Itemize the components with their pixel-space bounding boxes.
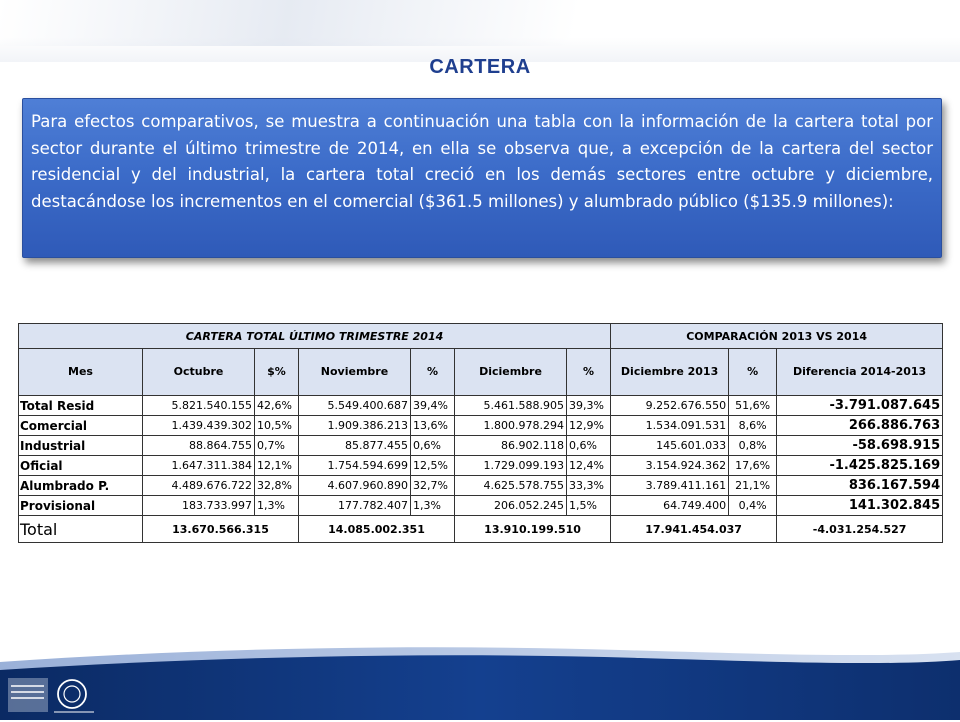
total-label: Total (19, 516, 143, 543)
col-header-diciembre-2013: Diciembre 2013 (611, 349, 729, 396)
cell-octubre: 1.647.311.384 (143, 456, 255, 476)
table-row (19, 396, 943, 416)
cell-diferencia: -3.791.087.645 (777, 396, 943, 416)
cell-pct-nov: 39,4% (411, 396, 455, 416)
cell-pct-2013: 21,1% (729, 476, 777, 496)
cell-diferencia: 141.302.845 (777, 496, 943, 516)
cell-pct-nov: 1,3% (411, 496, 455, 516)
col-header-pct-nov: % (411, 349, 455, 396)
row-label: Total Resid (19, 396, 143, 416)
cell-noviembre: 177.782.407 (299, 496, 411, 516)
col-header-pct-oct: $% (255, 349, 299, 396)
row-label: Alumbrado P. (19, 476, 143, 496)
cell-pct-2013: 0,4% (729, 496, 777, 516)
cell-noviembre: 1.909.386.213 (299, 416, 411, 436)
certification-logos (6, 674, 98, 718)
intro-textbox (22, 98, 942, 258)
group-header-comparison: COMPARACIÓN 2013 VS 2014 (611, 324, 943, 349)
cell-diciembre: 206.052.245 (455, 496, 567, 516)
row-label: Comercial (19, 416, 143, 436)
cell-diciembre: 5.461.588.905 (455, 396, 567, 416)
cell-pct-2013: 8,6% (729, 416, 777, 436)
total-noviembre: 14.085.002.351 (299, 516, 455, 543)
intro-paragraph: Para efectos comparativos, se muestra a continuación una tabla con la información de la cartera total por sector durante el último trimestre de 2014, en ella se observa que, a excepción de la cartera del sector residencial y del industrial, la cartera total creció en los demás sectores entre octubre y diciembre, destacándose los incrementos en el comercial ($361.5 millones) y alumbrado público ($135.9 millones): (31, 112, 933, 211)
footer-wave (0, 640, 960, 720)
top-banner-sheen (0, 0, 960, 46)
cell-pct-oct: 1,3% (255, 496, 299, 516)
cell-diciembre-2013: 9.252.676.550 (611, 396, 729, 416)
cell-pct-dic: 12,9% (567, 416, 611, 436)
total-diferencia: -4.031.254.527 (777, 516, 943, 543)
cell-pct-2013: 17,6% (729, 456, 777, 476)
cell-diciembre-2013: 3.154.924.362 (611, 456, 729, 476)
cell-pct-oct: 0,7% (255, 436, 299, 456)
cell-noviembre: 5.549.400.687 (299, 396, 411, 416)
col-header-pct-2013: % (729, 349, 777, 396)
table-row (19, 436, 943, 456)
slide-title: CARTERA (429, 56, 531, 78)
cell-diferencia: -1.425.825.169 (777, 456, 943, 476)
cell-diciembre-2013: 3.789.411.161 (611, 476, 729, 496)
cell-pct-dic: 33,3% (567, 476, 611, 496)
cell-pct-dic: 39,3% (567, 396, 611, 416)
portfolio-table (18, 323, 943, 543)
cell-pct-nov: 0,6% (411, 436, 455, 456)
cell-pct-dic: 12,4% (567, 456, 611, 476)
group-header-row (19, 324, 943, 349)
total-diciembre: 13.910.199.510 (455, 516, 611, 543)
cell-octubre: 4.489.676.722 (143, 476, 255, 496)
cell-diferencia: 266.886.763 (777, 416, 943, 436)
col-header-noviembre: Noviembre (299, 349, 411, 396)
cell-diciembre: 1.800.978.294 (455, 416, 567, 436)
cell-pct-2013: 51,6% (729, 396, 777, 416)
col-header-mes: Mes (19, 349, 143, 396)
row-label: Oficial (19, 456, 143, 476)
cell-pct-nov: 12,5% (411, 456, 455, 476)
cell-pct-2013: 0,8% (729, 436, 777, 456)
cell-pct-oct: 10,5% (255, 416, 299, 436)
cell-diciembre: 1.729.099.193 (455, 456, 567, 476)
total-diciembre-2013: 17.941.454.037 (611, 516, 777, 543)
cell-noviembre: 4.607.960.890 (299, 476, 411, 496)
cell-pct-oct: 42,6% (255, 396, 299, 416)
cell-octubre: 183.733.997 (143, 496, 255, 516)
cell-pct-nov: 13,6% (411, 416, 455, 436)
col-header-diferencia: Diferencia 2014-2013 (777, 349, 943, 396)
cell-noviembre: 85.877.455 (299, 436, 411, 456)
col-header-octubre: Octubre (143, 349, 255, 396)
col-header-pct-dic: % (567, 349, 611, 396)
cell-octubre: 88.864.755 (143, 436, 255, 456)
cell-diciembre: 86.902.118 (455, 436, 567, 456)
cell-pct-oct: 32,8% (255, 476, 299, 496)
cell-pct-nov: 32,7% (411, 476, 455, 496)
row-label: Provisional (19, 496, 143, 516)
row-label: Industrial (19, 436, 143, 456)
cell-pct-dic: 1,5% (567, 496, 611, 516)
total-row (19, 516, 943, 543)
table-row (19, 496, 943, 516)
cell-pct-oct: 12,1% (255, 456, 299, 476)
cell-octubre: 5.821.540.155 (143, 396, 255, 416)
top-banner (0, 0, 960, 62)
cell-diciembre: 4.625.578.755 (455, 476, 567, 496)
cell-diferencia: -58.698.915 (777, 436, 943, 456)
cell-noviembre: 1.754.594.699 (299, 456, 411, 476)
cell-octubre: 1.439.439.302 (143, 416, 255, 436)
table-row (19, 456, 943, 476)
cell-pct-dic: 0,6% (567, 436, 611, 456)
column-header-row (19, 349, 943, 396)
cell-diciembre-2013: 64.749.400 (611, 496, 729, 516)
table-row (19, 476, 943, 496)
table-row (19, 416, 943, 436)
col-header-diciembre: Diciembre (455, 349, 567, 396)
cell-diferencia: 836.167.594 (777, 476, 943, 496)
total-octubre: 13.670.566.315 (143, 516, 299, 543)
cell-diciembre-2013: 145.601.033 (611, 436, 729, 456)
cell-diciembre-2013: 1.534.091.531 (611, 416, 729, 436)
group-header-2014: CARTERA TOTAL ÚLTIMO TRIMESTRE 2014 (19, 324, 611, 349)
